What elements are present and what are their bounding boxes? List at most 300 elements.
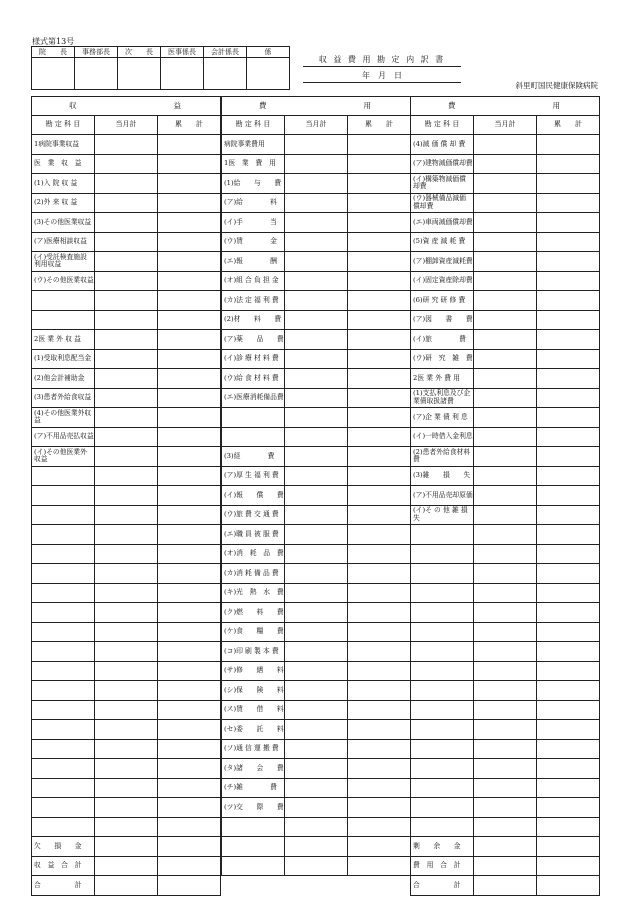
account-name: (1)入 院 収 益 [32, 174, 95, 194]
cumulative-cell[interactable] [537, 603, 600, 623]
cumulative-cell[interactable] [537, 174, 600, 194]
month-total-cell[interactable] [474, 408, 537, 428]
cumulative-cell[interactable] [348, 622, 411, 642]
month-total-cell[interactable] [95, 486, 158, 506]
cumulative-cell[interactable] [158, 330, 221, 350]
month-total-cell[interactable] [285, 681, 348, 701]
cumulative-cell[interactable] [158, 661, 221, 681]
table-row [222, 544, 411, 564]
month-total-cell[interactable] [285, 700, 348, 720]
cumulative-cell[interactable] [158, 466, 221, 486]
month-total-cell[interactable] [474, 603, 537, 623]
cumulative-cell[interactable] [537, 252, 600, 272]
cumulative-cell[interactable] [537, 720, 600, 740]
month-total-cell[interactable] [95, 720, 158, 740]
account-name: 1医 業 費 用 [222, 154, 285, 174]
cumulative-cell[interactable] [158, 310, 221, 330]
month-total-cell[interactable] [95, 271, 158, 291]
month-total-cell[interactable] [285, 720, 348, 740]
cumulative-cell[interactable] [348, 817, 411, 837]
cumulative-cell[interactable] [158, 486, 221, 506]
account-name: (イ)そ の 他 雑 損 失 [411, 505, 474, 525]
account-name: (4)その他医業外収益 [32, 408, 95, 428]
cumulative-cell[interactable] [348, 661, 411, 681]
cumulative-cell[interactable] [348, 525, 411, 545]
account-name: (セ)委 託 料 [222, 720, 285, 740]
header-month-total: 当月計 [474, 116, 537, 135]
account-name: (ア)不用品売払収益 [32, 427, 95, 447]
table-row [32, 213, 221, 233]
table-row [32, 681, 221, 701]
account-name: (ア)図 書 費 [411, 310, 474, 330]
cumulative-cell[interactable] [537, 154, 600, 174]
month-total-cell[interactable] [474, 798, 537, 818]
cumulative-cell[interactable] [348, 778, 411, 798]
cumulative-cell[interactable] [348, 603, 411, 623]
cumulative-cell[interactable] [348, 135, 411, 155]
stamp-box[interactable] [118, 58, 161, 90]
cumulative-cell[interactable] [537, 564, 600, 584]
month-total-cell[interactable] [474, 271, 537, 291]
cumulative-cell[interactable] [537, 388, 600, 408]
table-row [411, 505, 600, 525]
cumulative-cell[interactable] [158, 798, 221, 818]
cumulative-cell[interactable] [158, 349, 221, 369]
cumulative-cell[interactable] [348, 759, 411, 779]
cumulative-cell[interactable] [158, 837, 221, 857]
month-total-cell[interactable] [95, 330, 158, 350]
revenue-column [31, 96, 221, 896]
cumulative-cell[interactable] [537, 778, 600, 798]
account-name: 病院事業費用 [222, 135, 285, 155]
cumulative-cell[interactable] [158, 408, 221, 428]
month-total-cell[interactable] [285, 759, 348, 779]
month-total-cell[interactable] [285, 505, 348, 525]
month-total-cell[interactable] [474, 778, 537, 798]
cumulative-cell[interactable] [158, 525, 221, 545]
month-total-cell[interactable] [474, 213, 537, 233]
cumulative-cell[interactable] [158, 271, 221, 291]
cumulative-cell[interactable] [537, 544, 600, 564]
month-total-cell[interactable] [285, 661, 348, 681]
cumulative-cell[interactable] [348, 583, 411, 603]
month-total-cell[interactable] [285, 603, 348, 623]
month-total-cell[interactable] [95, 642, 158, 662]
month-total-cell[interactable] [285, 349, 348, 369]
cumulative-cell[interactable] [158, 505, 221, 525]
month-total-cell[interactable] [285, 544, 348, 564]
approval-stamp-table [31, 46, 290, 90]
cumulative-cell[interactable] [348, 564, 411, 584]
cumulative-cell[interactable] [537, 369, 600, 389]
month-total-cell[interactable] [285, 408, 348, 428]
cumulative-cell[interactable] [348, 739, 411, 759]
month-total-cell[interactable] [474, 661, 537, 681]
cumulative-cell[interactable] [348, 642, 411, 662]
table-row [32, 622, 221, 642]
table-row [222, 759, 411, 779]
cumulative-cell[interactable] [158, 193, 221, 213]
month-total-cell[interactable] [95, 564, 158, 584]
month-total-cell[interactable] [285, 193, 348, 213]
month-total-cell[interactable] [474, 349, 537, 369]
month-total-cell[interactable] [285, 739, 348, 759]
table-row [411, 154, 600, 174]
cumulative-cell[interactable] [348, 154, 411, 174]
month-total-cell[interactable] [95, 837, 158, 857]
table-row [222, 856, 411, 876]
stamp-box[interactable] [204, 58, 247, 90]
month-total-cell[interactable] [474, 720, 537, 740]
table-row [32, 291, 221, 311]
month-total-cell[interactable] [474, 700, 537, 720]
approver-label: 次 長 [118, 47, 161, 58]
month-total-cell[interactable] [474, 447, 537, 467]
account-name: (キ)光 熱 水 費 [222, 583, 285, 603]
month-total-cell[interactable] [474, 817, 537, 837]
month-total-cell[interactable] [474, 466, 537, 486]
cumulative-cell[interactable] [537, 232, 600, 252]
cumulative-cell[interactable] [348, 486, 411, 506]
table-row [32, 739, 221, 759]
account-name [32, 505, 95, 525]
month-total-cell[interactable] [285, 291, 348, 311]
cumulative-cell[interactable] [537, 271, 600, 291]
cumulative-cell[interactable] [348, 330, 411, 350]
month-total-cell[interactable] [95, 681, 158, 701]
cumulative-cell[interactable] [158, 564, 221, 584]
month-total-cell[interactable] [285, 330, 348, 350]
cumulative-cell[interactable] [158, 603, 221, 623]
month-total-cell[interactable] [285, 817, 348, 837]
cumulative-cell[interactable] [537, 330, 600, 350]
cumulative-cell[interactable] [348, 271, 411, 291]
cumulative-cell[interactable] [537, 856, 600, 876]
month-total-cell[interactable] [95, 661, 158, 681]
month-total-cell[interactable] [474, 174, 537, 194]
month-total-cell[interactable] [474, 856, 537, 876]
cumulative-cell[interactable] [537, 213, 600, 233]
month-total-cell[interactable] [474, 505, 537, 525]
month-total-cell[interactable] [95, 505, 158, 525]
month-total-cell[interactable] [474, 291, 537, 311]
month-total-cell[interactable] [285, 232, 348, 252]
account-name [411, 720, 474, 740]
cumulative-cell[interactable] [537, 817, 600, 837]
cumulative-cell[interactable] [158, 154, 221, 174]
cumulative-cell[interactable] [348, 349, 411, 369]
account-name: (イ)その他医業外収益 [32, 447, 95, 467]
month-total-cell[interactable] [285, 213, 348, 233]
month-total-cell[interactable] [474, 583, 537, 603]
cumulative-cell[interactable] [537, 876, 600, 896]
month-total-cell[interactable] [95, 778, 158, 798]
hospital-name: 斜里町国民健康保険病院 [515, 81, 598, 90]
cumulative-cell[interactable] [158, 252, 221, 272]
account-name [32, 798, 95, 818]
month-total-cell[interactable] [95, 817, 158, 837]
month-total-cell[interactable] [474, 486, 537, 506]
cumulative-cell[interactable] [537, 525, 600, 545]
month-total-cell[interactable] [474, 525, 537, 545]
cumulative-cell[interactable] [158, 739, 221, 759]
month-total-cell[interactable] [285, 837, 348, 857]
month-total-cell[interactable] [95, 798, 158, 818]
cumulative-cell[interactable] [348, 798, 411, 818]
month-total-cell[interactable] [95, 876, 158, 896]
cumulative-cell[interactable] [158, 642, 221, 662]
cumulative-cell[interactable] [158, 817, 221, 837]
month-total-cell[interactable] [285, 525, 348, 545]
approver-label: 係 [247, 47, 290, 58]
account-name: (1)受取利息配当金 [32, 349, 95, 369]
stamp-box[interactable] [32, 58, 75, 90]
table-row [222, 525, 411, 545]
table-row [32, 603, 221, 623]
account-name [411, 739, 474, 759]
cumulative-cell[interactable] [158, 544, 221, 564]
month-total-cell[interactable] [95, 525, 158, 545]
account-name [411, 817, 474, 837]
month-total-cell[interactable] [95, 193, 158, 213]
stamp-box[interactable] [75, 58, 118, 90]
account-name [32, 525, 95, 545]
cumulative-cell[interactable] [158, 700, 221, 720]
cumulative-cell[interactable] [537, 135, 600, 155]
cumulative-cell[interactable] [537, 739, 600, 759]
table-row [411, 174, 600, 194]
month-total-cell[interactable] [95, 388, 158, 408]
month-total-cell[interactable] [95, 349, 158, 369]
month-total-cell[interactable] [285, 466, 348, 486]
cumulative-cell[interactable] [348, 447, 411, 467]
month-total-cell[interactable] [285, 583, 348, 603]
cumulative-cell[interactable] [158, 622, 221, 642]
month-total-cell[interactable] [95, 154, 158, 174]
month-total-cell[interactable] [474, 252, 537, 272]
month-total-cell[interactable] [474, 330, 537, 350]
cumulative-cell[interactable] [158, 388, 221, 408]
month-total-cell[interactable] [95, 135, 158, 155]
month-total-cell[interactable] [285, 310, 348, 330]
cumulative-cell[interactable] [158, 876, 221, 896]
table-row [222, 720, 411, 740]
account-name: (ア)厚 生 福 利 費 [222, 466, 285, 486]
cumulative-cell[interactable] [537, 759, 600, 779]
month-total-cell[interactable] [474, 681, 537, 701]
month-total-cell[interactable] [474, 427, 537, 447]
month-total-cell[interactable] [474, 135, 537, 155]
month-total-cell[interactable] [474, 310, 537, 330]
cumulative-cell[interactable] [348, 232, 411, 252]
cumulative-cell[interactable] [537, 193, 600, 213]
month-total-cell[interactable] [285, 271, 348, 291]
month-total-cell[interactable] [285, 252, 348, 272]
month-total-cell[interactable] [95, 544, 158, 564]
cumulative-cell[interactable] [537, 486, 600, 506]
approver-label: 医事係長 [161, 47, 204, 58]
cumulative-cell[interactable] [537, 447, 600, 467]
cumulative-cell[interactable] [537, 310, 600, 330]
month-total-cell[interactable] [95, 232, 158, 252]
month-total-cell[interactable] [95, 427, 158, 447]
cumulative-cell[interactable] [537, 700, 600, 720]
month-total-cell[interactable] [95, 583, 158, 603]
month-total-cell[interactable] [95, 622, 158, 642]
month-total-cell[interactable] [95, 447, 158, 467]
cumulative-cell[interactable] [348, 174, 411, 194]
month-total-cell[interactable] [474, 876, 537, 896]
cumulative-cell[interactable] [348, 291, 411, 311]
cumulative-cell[interactable] [537, 466, 600, 486]
month-total-cell[interactable] [285, 856, 348, 876]
cumulative-cell[interactable] [348, 505, 411, 525]
table-row [222, 174, 411, 194]
month-total-cell[interactable] [285, 622, 348, 642]
cumulative-cell[interactable] [348, 856, 411, 876]
month-total-cell[interactable] [95, 408, 158, 428]
month-total-cell[interactable] [285, 778, 348, 798]
month-total-cell[interactable] [474, 193, 537, 213]
account-name: (イ)固定資産除却費 [411, 271, 474, 291]
cumulative-cell[interactable] [348, 310, 411, 330]
cumulative-cell[interactable] [537, 349, 600, 369]
month-total-cell[interactable] [95, 466, 158, 486]
account-name: (ウ)研 究 雑 費 [411, 349, 474, 369]
month-total-cell[interactable] [285, 388, 348, 408]
cumulative-cell[interactable] [158, 135, 221, 155]
cumulative-cell[interactable] [537, 798, 600, 818]
account-name [32, 817, 95, 837]
month-total-cell[interactable] [474, 544, 537, 564]
cumulative-cell[interactable] [158, 213, 221, 233]
month-total-cell[interactable] [95, 213, 158, 233]
month-total-cell[interactable] [285, 486, 348, 506]
cumulative-cell[interactable] [537, 622, 600, 642]
table-row [32, 174, 221, 194]
table-row [32, 817, 221, 837]
account-name [411, 661, 474, 681]
account-name: (ソ)通 信 運 搬 費 [222, 739, 285, 759]
account-name: (サ)修 繕 料 [222, 661, 285, 681]
cumulative-cell[interactable] [158, 681, 221, 701]
cumulative-cell[interactable] [348, 388, 411, 408]
cumulative-cell[interactable] [537, 291, 600, 311]
stamp-box[interactable] [161, 58, 204, 90]
cumulative-cell[interactable] [158, 447, 221, 467]
month-total-cell[interactable] [285, 642, 348, 662]
month-total-cell[interactable] [95, 369, 158, 389]
month-total-cell[interactable] [95, 739, 158, 759]
month-total-cell[interactable] [95, 759, 158, 779]
month-total-cell[interactable] [474, 759, 537, 779]
cumulative-cell[interactable] [158, 232, 221, 252]
cumulative-cell[interactable] [158, 778, 221, 798]
cumulative-cell[interactable] [348, 700, 411, 720]
cumulative-cell[interactable] [158, 856, 221, 876]
month-total-cell[interactable] [474, 642, 537, 662]
cumulative-cell[interactable] [158, 427, 221, 447]
cumulative-cell[interactable] [158, 174, 221, 194]
month-total-cell[interactable] [95, 700, 158, 720]
table-row [411, 817, 600, 837]
account-name: (エ)医療消耗備品費 [222, 388, 285, 408]
table-row [411, 466, 600, 486]
cumulative-cell[interactable] [537, 505, 600, 525]
cumulative-cell[interactable] [348, 369, 411, 389]
cumulative-cell[interactable] [158, 720, 221, 740]
month-total-cell[interactable] [95, 291, 158, 311]
table-row [32, 135, 221, 155]
cumulative-cell[interactable] [537, 661, 600, 681]
month-total-cell[interactable] [285, 135, 348, 155]
cumulative-cell[interactable] [348, 681, 411, 701]
account-name: (1)給 与 費 [222, 174, 285, 194]
month-total-cell[interactable] [474, 388, 537, 408]
month-total-cell[interactable] [95, 310, 158, 330]
cumulative-cell[interactable] [348, 544, 411, 564]
table-row [411, 856, 600, 876]
cumulative-cell[interactable] [348, 193, 411, 213]
month-total-cell[interactable] [474, 622, 537, 642]
month-total-cell[interactable] [95, 603, 158, 623]
table-row [222, 388, 411, 408]
cumulative-cell[interactable] [537, 837, 600, 857]
month-total-cell[interactable] [474, 739, 537, 759]
month-total-cell[interactable] [474, 564, 537, 584]
cumulative-cell[interactable] [537, 408, 600, 428]
month-total-cell[interactable] [474, 232, 537, 252]
cumulative-cell[interactable] [158, 291, 221, 311]
account-name: 剰 余 金 [411, 837, 474, 857]
account-name: 合 計 [32, 876, 95, 896]
cumulative-cell[interactable] [348, 427, 411, 447]
cumulative-cell[interactable] [158, 369, 221, 389]
month-total-cell[interactable] [285, 427, 348, 447]
month-total-cell[interactable] [95, 174, 158, 194]
month-total-cell[interactable] [285, 447, 348, 467]
cumulative-cell[interactable] [348, 466, 411, 486]
cumulative-cell[interactable] [537, 642, 600, 662]
cumulative-cell[interactable] [537, 681, 600, 701]
cumulative-cell[interactable] [348, 213, 411, 233]
account-name: (3)その他医業収益 [32, 213, 95, 233]
cumulative-cell[interactable] [348, 837, 411, 857]
month-total-cell[interactable] [285, 154, 348, 174]
cumulative-cell[interactable] [537, 427, 600, 447]
account-name [32, 700, 95, 720]
cumulative-cell[interactable] [348, 252, 411, 272]
account-name: (エ)職 員 被 服 費 [222, 525, 285, 545]
cumulative-cell[interactable] [537, 583, 600, 603]
cumulative-cell[interactable] [158, 583, 221, 603]
table-row [222, 837, 411, 857]
month-total-cell[interactable] [285, 564, 348, 584]
month-total-cell[interactable] [474, 154, 537, 174]
month-total-cell[interactable] [95, 856, 158, 876]
month-total-cell[interactable] [285, 798, 348, 818]
cumulative-cell[interactable] [158, 759, 221, 779]
account-name [411, 583, 474, 603]
stamp-box[interactable] [247, 58, 290, 90]
cumulative-cell[interactable] [348, 720, 411, 740]
month-total-cell[interactable] [285, 369, 348, 389]
month-total-cell[interactable] [474, 369, 537, 389]
month-total-cell[interactable] [474, 837, 537, 857]
month-total-cell[interactable] [95, 252, 158, 272]
cumulative-cell[interactable] [348, 408, 411, 428]
month-total-cell[interactable] [285, 174, 348, 194]
